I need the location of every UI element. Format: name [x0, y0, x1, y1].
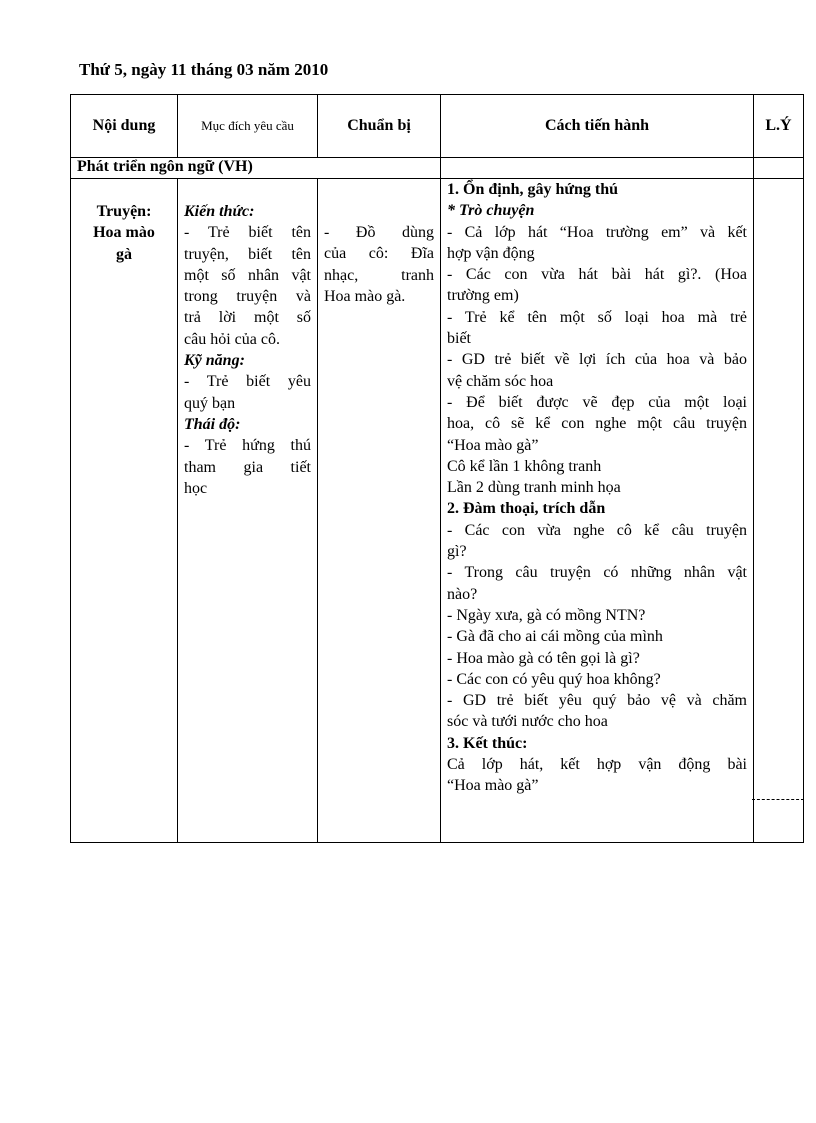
objective-line: trong truyện và — [184, 288, 311, 306]
objective-line: học — [184, 479, 208, 497]
preparation-cell — [318, 179, 441, 843]
objective-line: tham gia tiết — [184, 458, 311, 476]
ly-cell — [754, 179, 804, 843]
objective-line: - Trẻ hứng thú — [184, 437, 311, 455]
objectives-cell — [178, 179, 318, 843]
step-title: 3. Kết thúc: — [447, 734, 528, 752]
section-row — [71, 158, 804, 179]
preparation-line: - Đồ dùng — [324, 224, 434, 241]
procedure-line: - Các con vừa nghe cô kể câu truyện — [447, 521, 747, 539]
topic-line: gà — [116, 245, 132, 263]
skill-label: Kỹ năng: — [184, 352, 245, 370]
topic-line: Hoa mào — [93, 224, 155, 242]
page-title: Thứ 5, ngày 11 tháng 03 năm 2010 — [79, 60, 329, 79]
topic-cell — [71, 179, 178, 843]
procedure-line: Lần 2 dùng tranh minh họa — [447, 479, 621, 497]
preparation-line: Hoa mào gà. — [324, 287, 406, 305]
procedure-line: sóc và tưới nước cho hoa — [447, 713, 608, 731]
procedure-line: “Hoa mào gà” — [447, 777, 539, 795]
dashed-divider — [752, 799, 804, 800]
header-ly: L.Ý — [754, 95, 804, 158]
header-muc-dich: Mục đích yêu cầu — [178, 95, 318, 158]
procedure-line: hợp vận động — [447, 244, 535, 262]
preparation-line: nhạc, tranh — [324, 266, 434, 284]
section-title — [71, 158, 318, 179]
knowledge-label: Kiến thức: — [184, 203, 255, 220]
objective-line: một số nhân vật — [184, 266, 311, 284]
procedure-line: - Các con vừa hát bài hát gì?. (Hoa — [447, 266, 747, 284]
procedure-line: - Hoa mào gà có tên gọi là gì? — [447, 649, 640, 667]
header-cach-tien-hanh: Cách tiến hành — [441, 95, 754, 158]
procedure-line: hoa, cô sẽ kể con nghe một câu truyện — [447, 415, 747, 433]
empty-cell — [318, 158, 441, 179]
objective-line: trả lời một số — [184, 309, 311, 327]
content-row — [71, 179, 804, 843]
objective-line: quý bạn — [184, 394, 236, 412]
procedure-line: gì? — [447, 543, 467, 561]
procedure-line: - Trẻ kể tên một số loại hoa mà trẻ — [447, 308, 747, 326]
header-noi-dung: Nội dung — [71, 95, 178, 158]
header-chuan-bi: Chuẩn bị — [318, 95, 441, 158]
procedure-line: trường em) — [447, 287, 519, 305]
procedure-line: - Cả lớp hát “Hoa trường em” và kết — [447, 223, 747, 241]
procedure-line: Cô kể lần 1 không tranh — [447, 457, 602, 475]
procedure-line: - Ngày xưa, gà có mồng NTN? — [447, 606, 646, 624]
preparation-line: của cô: Đĩa — [324, 245, 434, 263]
step-subtitle: * Trò chuyện — [447, 202, 535, 220]
empty-cell — [441, 158, 754, 179]
procedure-line: - GD trẻ biết yêu quý bảo vệ và chăm — [447, 692, 747, 710]
topic-line: Truyện: — [96, 203, 152, 220]
procedure-line: - Trong câu truyện có những nhân vật — [447, 564, 747, 582]
procedure-line: - Các con có yêu quý hoa không? — [447, 670, 661, 688]
procedure-line: - Gà đã cho ai cái mồng của mình — [447, 628, 663, 646]
procedure-line: - GD trẻ biết về lợi ích của hoa và bảo — [447, 351, 747, 369]
section-label: Phát triển ngôn ngữ (VH) — [77, 158, 253, 175]
procedure-line: vệ chăm sóc hoa — [447, 372, 554, 390]
objective-line: - Trẻ biết yêu — [184, 373, 311, 391]
step-title: 1. Ổn định, gây hứng thú — [447, 181, 619, 198]
step-title: 2. Đàm thoại, trích dẫn — [447, 500, 606, 518]
objective-line: truyện, biết tên — [184, 245, 311, 263]
procedure-line: biết — [447, 330, 471, 348]
procedure-line: nào? — [447, 585, 478, 603]
lesson-plan-table — [70, 94, 804, 843]
attitude-label: Thái độ: — [184, 415, 241, 433]
objective-line: - Trẻ biết tên — [184, 224, 311, 242]
procedure-line: - Để biết được vẽ đẹp của một loại — [447, 393, 747, 411]
empty-cell — [754, 158, 804, 179]
objective-line: câu hỏi của cô. — [184, 330, 280, 348]
procedure-line: Cả lớp hát, kết hợp vận động bài — [447, 756, 747, 774]
header-row — [71, 95, 804, 158]
procedure-cell — [441, 179, 754, 843]
procedure-line: “Hoa mào gà” — [447, 436, 539, 454]
